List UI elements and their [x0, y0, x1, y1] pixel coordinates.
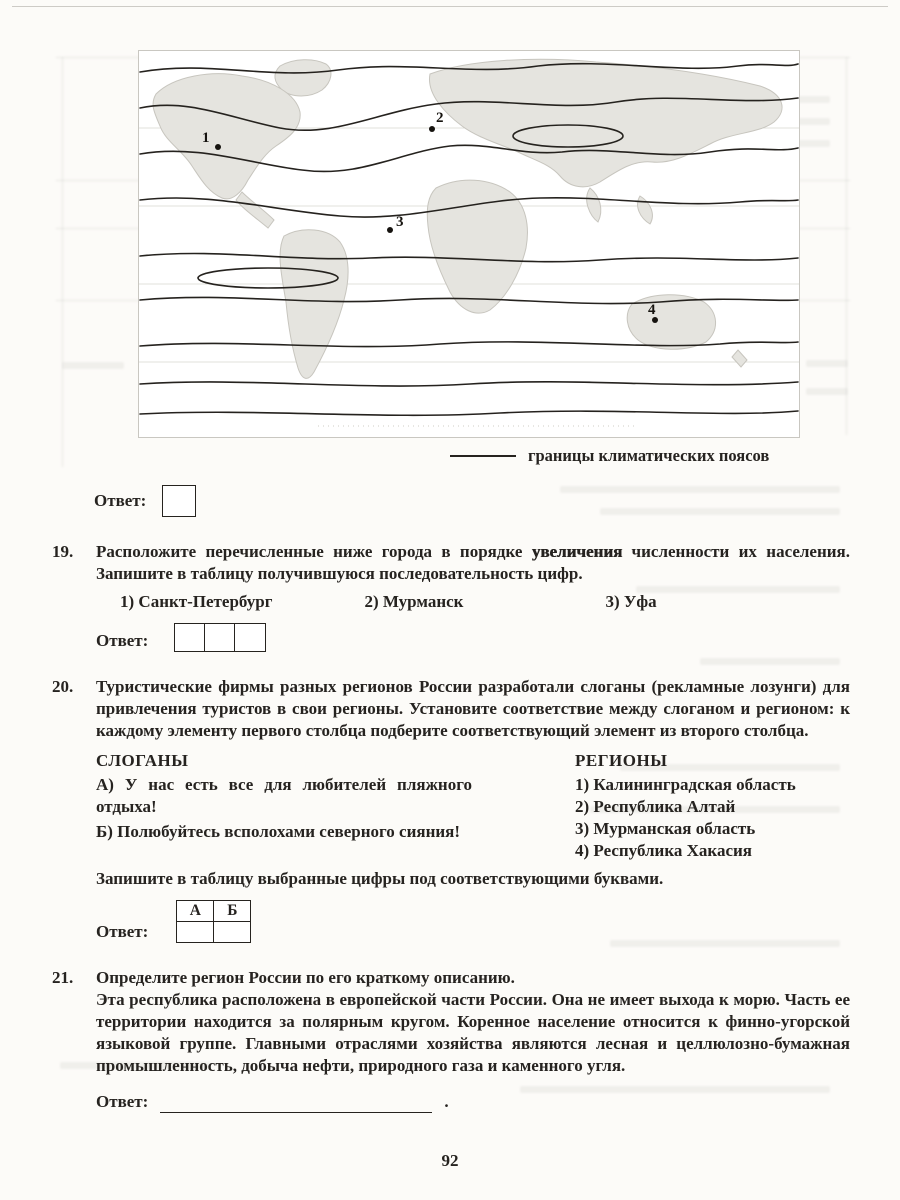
- legend-label: границы климатических поясов: [528, 446, 770, 465]
- question-19-answer-row: [96, 623, 850, 652]
- slogans-column: [96, 750, 498, 862]
- map-point-3-dot: [387, 227, 393, 233]
- question-20-text: Туристические фирмы разных регионов России разработали слоганы (рекламные лозунги) для привлечения туристов в свои регионы. Установите соответствие между слоганом и регионом: к каждому элементу первого столбца подберите соответствующий элемент из второго столбца.: [96, 677, 850, 740]
- map-answer-box[interactable]: [162, 485, 196, 517]
- question-21-body: [96, 967, 850, 1113]
- question-20-number: 20.: [52, 677, 74, 696]
- regions-column: [575, 750, 850, 862]
- region-altai: 2) Республика Алтай: [575, 797, 736, 816]
- question-21-description: Эта республика расположена в европейской части России. Она не имеет выхода к морю. Часть ее территории находится за полярным кругом. Коренное население относится к финно-угорской языковой группе. Главными отраслями хозяйства являются лесная и целлюлозно-бумажная промышленность, добыча нефти, природного газа и каменного угля.: [96, 990, 850, 1075]
- q19-text-before: Расположите перечисленные ниже города в порядке: [96, 542, 532, 561]
- map-point-2-dot: [429, 126, 435, 132]
- q19-text-emphasis: увеличения: [531, 542, 623, 561]
- region-kaliningrad: 1) Калининградская область: [575, 775, 796, 794]
- answer-table-header-a: А: [177, 901, 214, 922]
- question-19-number: 19.: [52, 542, 74, 561]
- map-point-4-label: 4: [648, 302, 656, 318]
- slogans-header: СЛОГАНЫ: [96, 751, 189, 770]
- map-answer-row: [94, 485, 850, 517]
- answer-blank-line[interactable]: [160, 1093, 432, 1113]
- map-point-1-label: 1: [202, 130, 210, 146]
- answer-cells-strip: [174, 623, 266, 652]
- answer-label: Ответ:: [94, 491, 147, 510]
- answer-table-header-b: Б: [214, 901, 251, 922]
- answer-label: Ответ:: [96, 922, 149, 941]
- question-21-intro: Определите регион России по его краткому описанию.: [96, 968, 515, 987]
- option-ufa: 3) Уфа: [605, 592, 657, 611]
- answer-table: [176, 900, 251, 943]
- answer-table-cell-a[interactable]: [177, 922, 214, 943]
- answer-label: Ответ:: [96, 1092, 149, 1111]
- answer-label: Ответ:: [96, 631, 149, 650]
- region-khakassia: 4) Республика Хакасия: [575, 841, 752, 860]
- question-21-number: 21.: [52, 968, 74, 987]
- answer-cell-1[interactable]: [175, 624, 205, 651]
- question-20-body: [96, 676, 850, 943]
- question-21-answer-row: [96, 1091, 850, 1113]
- world-map-svg: [138, 50, 800, 438]
- regions-header: РЕГИОНЫ: [575, 751, 668, 770]
- map-point-2-label: 2: [436, 110, 444, 126]
- map-legend: [450, 445, 850, 467]
- region-murmansk: 3) Мурманская область: [575, 819, 756, 838]
- answer-suffix-period: .: [444, 1092, 449, 1111]
- map-point-3-label: 3: [396, 214, 404, 230]
- question-20-instruction: Запишите в таблицу выбранные цифры под соответствующими буквами.: [96, 869, 664, 888]
- option-murmansk: 2) Мурманск: [364, 592, 464, 611]
- question-19-body: [96, 541, 850, 652]
- answer-cell-3[interactable]: [235, 624, 265, 651]
- boundary-line-symbol: [450, 455, 516, 457]
- matching-columns: [96, 750, 850, 862]
- slogan-b: Б) Полюбуйтесь всполохами северного сияния!: [96, 822, 461, 841]
- slogan-a: А) У нас есть все для любителей пляжного отдыха!: [96, 775, 472, 816]
- q19-text-after: численности их населения. Запишите в таблицу получившуюся последовательность цифр.: [96, 542, 850, 583]
- question-21: [52, 967, 850, 1113]
- climate-zones-map: [138, 50, 800, 438]
- map-point-1-dot: [215, 144, 221, 150]
- question-19: [52, 541, 850, 652]
- question-20-answer-row: [96, 900, 850, 943]
- answer-table-cell-b[interactable]: [214, 922, 251, 943]
- option-spb: 1) Санкт-Петербург: [120, 592, 273, 611]
- question-19-text: [96, 541, 850, 585]
- question-19-options: [96, 591, 850, 613]
- answer-cell-2[interactable]: [205, 624, 235, 651]
- question-20: [52, 676, 850, 943]
- page-number: 92: [441, 1151, 459, 1170]
